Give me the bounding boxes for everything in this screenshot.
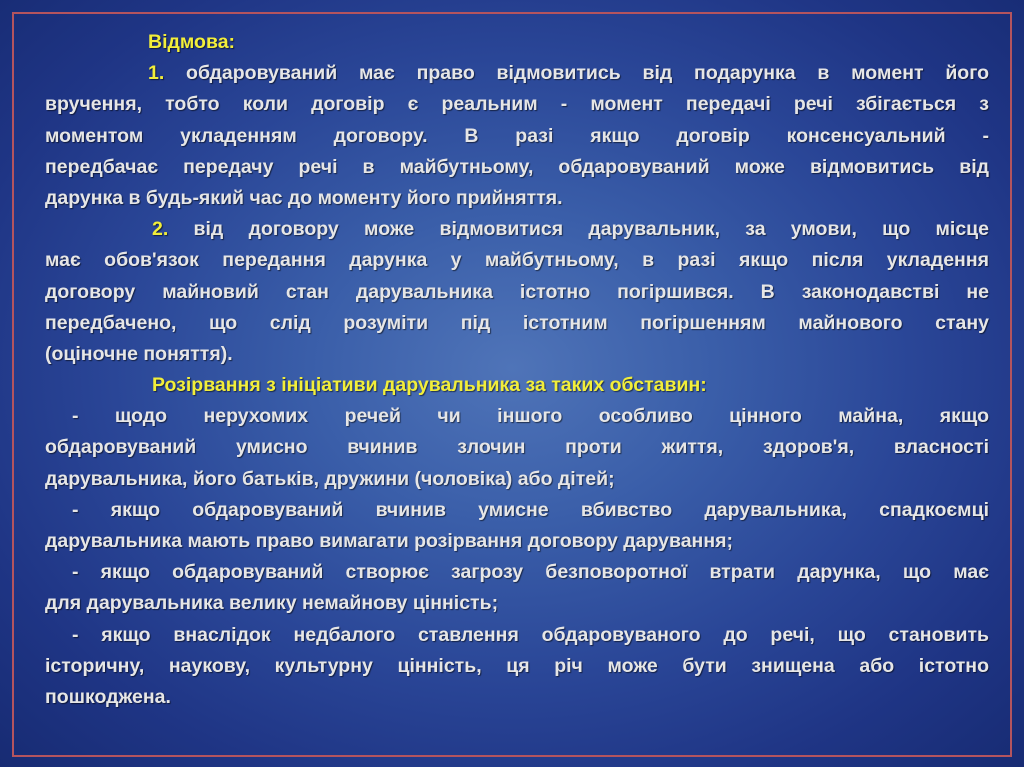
slide-text-body (45, 27, 989, 713)
item-1-line-5: дарунка в будь-який час до моменту його прийняття. (45, 186, 563, 209)
item-1-line-1: 1. обдаровуваний має право відмовитись від подарунка в момент його (148, 62, 989, 85)
item-2-line-3: договору майновий стан дарувальника істотно погіршився. В законодавстві не (45, 280, 989, 303)
bullet-1-line-3: дарувальника, його батьків, дружини (чоловіка) або дітей; (45, 467, 615, 490)
item-2-number: 2. (152, 218, 169, 241)
bullet-3-line-2: для дарувальника велику немайнову цінність; (45, 592, 499, 615)
bullet-3-line-1: - якщо обдаровуваний створює загрозу безповоротної втрати дарунка, що має (72, 561, 989, 584)
bullet-4-line-3: пошкоджена. (45, 685, 171, 708)
bullet-2-line-1: - якщо обдаровуваний вчинив умисне вбивство дарувальника, спадкоємці (72, 498, 989, 521)
item-2-line-2: має обов'язок передання дарунка у майбутньому, в разі якщо після укладення (45, 249, 989, 272)
bullet-1-line-1: - щодо нерухомих речей чи іншого особливо цінного майна, якщо (72, 405, 989, 428)
heading-refusal: Відмова: (148, 31, 236, 53)
item-2-line-4: передбачено, що слід розуміти під істотним погіршенням майнового стану (45, 311, 989, 334)
item-2-line-5: (оціночне поняття). (45, 342, 233, 365)
item-1-line-3: моментом укладенням договору. В разі якщо договір консенсуальний - (45, 124, 989, 147)
heading-termination: Розірвання з ініціативи дарувальника за таких обставин: (152, 374, 707, 397)
item-1-line-4: передбачає передачу речі в майбутньому, обдаровуваний може відмовитись від (45, 155, 989, 178)
item-1-line-2: вручення, тобто коли договір є реальним - момент передачі речі збігається з (45, 93, 989, 116)
item-2-line-1: 2. від договору може відмовитися дарувальник, за умови, що місце (152, 218, 990, 241)
item-1-number: 1. (148, 62, 165, 85)
bullet-2-line-2: дарувальника мають право вимагати розірвання договору дарування; (45, 530, 733, 552)
bullet-4-line-1: - якщо внаслідок недбалого ставлення обдаровуваного до речі, що становить (72, 623, 989, 646)
bullet-4-line-2: історичну, наукову, культурну цінність, ця річ може бути знищена або істотно (45, 654, 989, 677)
bullet-1-line-2: обдаровуваний умисно вчинив злочин проти життя, здоров'я, власності (45, 436, 989, 459)
